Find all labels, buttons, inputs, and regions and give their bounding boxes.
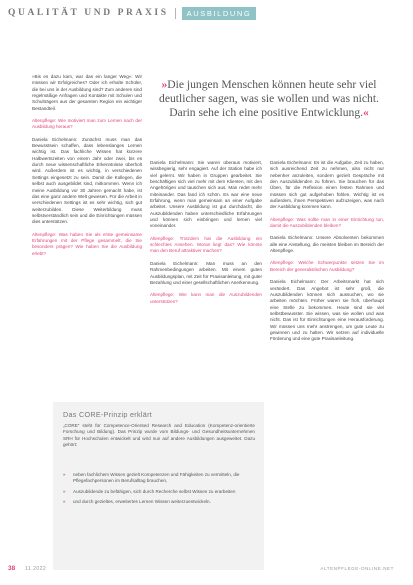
section-kicker: QUALITÄT UND PRAXIS: [8, 8, 169, 18]
interview-question: Altenpflege: Was haben Sie als erste gemeinsame Erfahrungen mit der Pflege gesammelt, die Sie besonders prägen? Wie haben Sie die Ausbildung erlebt?: [32, 231, 142, 256]
paragraph: Daniela Eichelmann: Sie waren überaus motiviert, wissbegierig, sehr engagiert. Auf der Station habe ich viel gelernt. Wir haben in Gruppen gearbeitet. Sie beschäftigen sich viel mehr mit dem Klienten, mit den Angehörigen und tauschen sich aus. Man redet mehr miteinander. Das fand ich schön. Es war eine neue Erfahrung, wenn man gemeinsam an einer Aufgabe arbeitet. Unsere Ausbildung ist gut durchdacht, die Auszubildenden haben unterschiedliche Erfahrungen und können sich einbringen und lernen viel voneinander.: [150, 160, 262, 229]
interview-question: Altenpflege: Wie motiviert man zum Lernen nach der Ausbildung heraus?: [32, 118, 142, 130]
arrow-bullet-icon: »: [63, 498, 66, 504]
paragraph: Daniela Eichelmann: Man muss an den Rahmenbedingungen arbeiten. Mit einem guten Ausbildungsplan, mit Zeit für Praxisanleitung, mit guter Bezahlung und einer gesellschaftlichen Anerkennung.: [150, 260, 262, 285]
interview-question: Altenpflege: Wie kann man die Auszubildenden unterstützen?: [150, 292, 262, 304]
list-item: [63, 489, 255, 495]
arrow-bullet-icon: »: [63, 472, 66, 477]
text-column-3: [270, 160, 384, 349]
pull-quote: [150, 78, 388, 121]
header-divider: [175, 8, 176, 19]
interview-question: Altenpflege: Trotzdem hat die Ausbildung ein schlechtes Ansehen. Woran liegt das? Wie könnte man den Beruf attraktiver machen?: [150, 235, 262, 254]
interview-question: Altenpflege: Welche Schwerpunkte setzen Sie im Bereich der generalistischen Ausbildung?: [270, 260, 384, 272]
info-box: [53, 402, 264, 570]
quote-close-mark: «: [363, 106, 369, 120]
paragraph: Daniela Eichelmann: Unsere Absolventen bekommen alle eine Anstellung, die meisten bleiben im Bereich der Altenpflege.: [270, 235, 384, 254]
info-box-title: Das CORE-Prinzip erklärt: [63, 410, 153, 419]
section-tag: AUSBILDUNG: [182, 7, 257, 20]
arrow-bullet-icon: »: [63, 488, 66, 494]
text-column-1: [32, 74, 142, 263]
list-item: [63, 499, 255, 505]
issue-date: 11.2022: [25, 566, 47, 572]
page-footer: [8, 565, 394, 575]
text-column-2: [150, 160, 262, 311]
list-item-text: Auszubildende zu befähigen, sich durch Recherche selbst Wissen zu erarbeiten: [73, 488, 236, 494]
page-number: 38: [8, 565, 16, 572]
info-box-intro: „CORE" steht für Competence-Oriented Research and Education (Kompetenz-orientierte Forschung und Bildung). Das Prinzip wurde vom Bildungs- und Gesundheitsunternehmen SRH für Hochschulen entwickelt und wird nun auf andere Ausbildungen ausgeweitet. Dazu gehört:: [63, 423, 255, 447]
quote-open-mark: »: [161, 78, 168, 91]
paragraph: Daniela Eichelmann: Der Arbeitsmarkt hat sich verändert. Das Angebot ist sehr groß, die Auszubildenden können sich aussuchen, wo sie arbeiten möchten. Früher waren sie froh, überhaupt eine Stelle zu bekommen. Heute sind sie viel selbstbewusster. Sie wissen, was sie wollen und was nicht. Das ist für Einrichtungen eine Herausforderung. Wir müssen uns mehr anstrengen, um gute Leute zu gewinnen und zu halten. Wir setzen auf individuelle Förderung und eine gute Praxisanleitung.: [270, 279, 384, 342]
list-item-text: neben fachlichem Wissen gezielt Kompetenzen und Fähigkeiten zu vermitteln, die Pflegefachpersonen im Berufsalltag brauchen,: [73, 472, 240, 484]
interview-question: Altenpflege: Was sollte man in einer Einrichtung tun, damit die Auszubildenden bleiben?: [270, 216, 384, 229]
pull-quote-text: Die jungen Menschen können heute sehr viel deutlicher sagen, was sie wollen und was nicht. Darin sehe ich eine positive Entwicklung.: [159, 78, 379, 120]
paragraph: Daniela Eichelmann: Zunächst muss man das Bewusstsein schaffen, dass lebenslanges Lernen wichtig ist. Das fachliche Wissen hat kürzere Halbwertszeiten von einem Jahr oder zwei, bis es durch neue wissenschaftliche Erkenntnisse überholt wird. Außerdem ist es wichtig, in verschiedenen Settings eingesetzt zu sein. Damit die Kollegen, die selbst auch ausgebildet sind, mitkommen. Wenn ich meine Ausbildung vor 30 Jahren gemacht habe, ist das eine ganz andere Welt gewesen. Für die Arbeit in verschiedenen Settings ist es sehr wichtig, sich gut weiterzubilden. Diese Weiterbildung muss selbstverständlich sein und die Einrichtungen müssen dies unterstützen.: [32, 136, 142, 225]
list-item: [63, 472, 255, 485]
info-box-list: [63, 472, 255, 509]
section-header: [8, 6, 256, 20]
list-item-text: und durch gezieltes, erweitertes Lernen Wissen weiterzuentwickeln.: [73, 498, 211, 504]
journal-url: ALTENPFLEGE-ONLINE.NET: [320, 566, 394, 571]
paragraph: Daniela Eichelmann: Es ist die Aufgabe, Zeit zu haben, sich ausreichend Zeit zu nehmen, also nicht nur nebenher anzuleiten, sondern gezielt Gespräche mit den Auszubildenden zu führen. Sie brauchen für das Üben, für die Reflexion einen festen Rahmen und müssen sich gut aufgehoben fühlen. Wichtig ist es außerdem, ihnen Perspektiven aufzuzeigen, was nach der Ausbildung kommen kann.: [270, 160, 384, 210]
paragraph: »Bis es dazu kam, war das ein langer Weg«: Wir müssen wir Erfolgreiches? Oder ich erhalte Schüler, die bei uns in der Ausbildung sind? Zum anderen sind regelmäßige Anfragen und Kontakte mit Schulen und Schulträgern aus der gesamten Region ein wichtiger Bestandteil.: [32, 74, 142, 111]
